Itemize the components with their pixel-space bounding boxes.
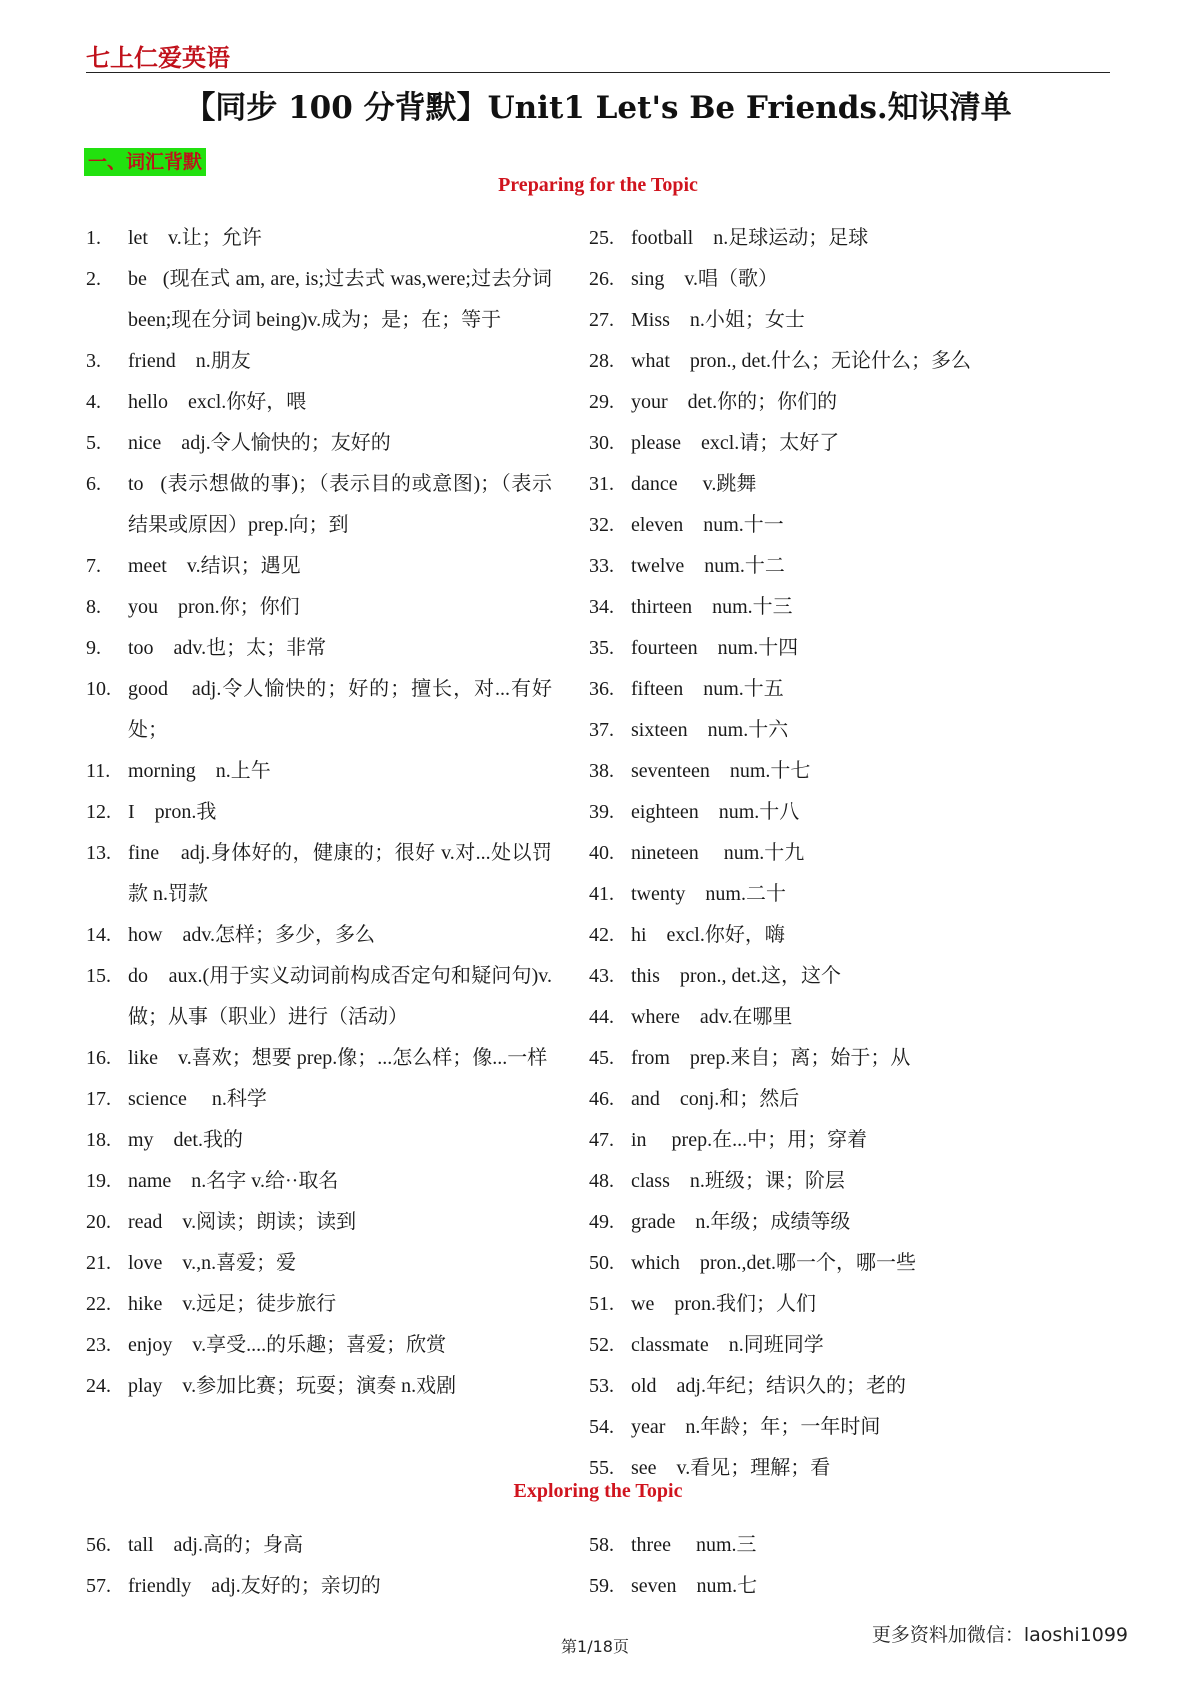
vocab-item: [86, 628, 552, 669]
vocab-item-text: morning n.上午: [128, 760, 271, 782]
vocab-item: [589, 1161, 1109, 1202]
vocab-item: [86, 1366, 552, 1407]
vocab-item: [86, 833, 552, 915]
vocab-list-left-2: [86, 1525, 552, 1607]
vocab-item: [589, 259, 1109, 300]
vocab-item-text: I pron.我: [128, 801, 217, 823]
vocab-item: [589, 1243, 1109, 1284]
vocab-item: [589, 505, 1109, 546]
vocab-item-number: 42.: [589, 924, 614, 946]
vocab-item-text: my det.我的: [128, 1129, 243, 1151]
header-title: 七上仁爱英语: [86, 44, 230, 72]
vocab-item-text: let v.让；允许: [128, 227, 262, 249]
vocab-item: [589, 792, 1109, 833]
vocab-item-text: too adv.也；太；非常: [128, 637, 327, 659]
vocab-item-text: please excl.请；太好了: [631, 432, 840, 454]
vocab-item-number: 56.: [86, 1534, 111, 1556]
vocab-item-text: eighteen num.十八: [631, 801, 800, 823]
vocab-item: [86, 341, 552, 382]
vocab-item-number: 28.: [589, 350, 614, 372]
vocab-item-text: this pron., det.这，这个: [631, 965, 841, 987]
vocab-item-text: class n.班级；课；阶层: [631, 1170, 845, 1192]
vocab-item: [589, 1325, 1109, 1366]
vocab-item-number: 48.: [589, 1170, 614, 1192]
vocab-item-number: 19.: [86, 1170, 111, 1192]
vocab-item-number: 29.: [589, 391, 614, 413]
vocab-item-number: 15.: [86, 965, 111, 987]
vocab-item-text: twenty num.二十: [631, 883, 786, 905]
vocab-item: [86, 1161, 552, 1202]
vocab-item-text: seventeen num.十七: [631, 760, 811, 782]
vocab-item-text: good adj.令人愉快的；好的；擅长，对...有好处；: [128, 678, 552, 741]
vocab-item-text: name n.名字 v.给··取名: [128, 1170, 339, 1192]
vocab-item: [589, 628, 1109, 669]
vocab-item-text: to (表示想做的事)；（表示目的或意图)；（表示结果或原因）prep.向；到: [128, 473, 552, 536]
vocab-item: [589, 341, 1109, 382]
vocab-item-number: 5.: [86, 432, 101, 454]
vocab-item-number: 36.: [589, 678, 614, 700]
vocab-item-number: 30.: [589, 432, 614, 454]
vocab-item: [86, 587, 552, 628]
vocab-item-text: seven num.七: [631, 1575, 758, 1597]
document-title: 【同步 100 分背默】Unit1 Let's Be Friends.知识清单: [184, 90, 1012, 126]
vocab-item-number: 45.: [589, 1047, 614, 1069]
vocab-item-text: like v.喜欢；想要 prep.像；...怎么样；像...一样: [128, 1047, 548, 1069]
vocab-item-text: hi excl.你好，嗨: [631, 924, 785, 946]
vocab-item-number: 44.: [589, 1006, 614, 1028]
vocab-item-text: grade n.年级；成绩等级: [631, 1211, 851, 1233]
vocab-item-text: nice adj.令人愉快的；友好的: [128, 432, 391, 454]
vocab-list-right-2: [589, 1525, 1109, 1607]
vocab-item: [589, 751, 1109, 792]
vocab-item-text: sing v.唱（歌）: [631, 268, 779, 290]
vocab-item: [86, 1120, 552, 1161]
vocab-item: [589, 382, 1109, 423]
vocab-item-text: sixteen num.十六: [631, 719, 789, 741]
vocab-item: [86, 1284, 552, 1325]
vocab-item-number: 10.: [86, 678, 111, 700]
vocab-item: [589, 1079, 1109, 1120]
vocab-item-number: 43.: [589, 965, 614, 987]
vocab-item-text: and conj.和；然后: [631, 1088, 800, 1110]
vocab-item: [86, 956, 552, 1038]
vocab-item-text: hello excl.你好，喂: [128, 391, 307, 413]
vocab-item-number: 55.: [589, 1457, 614, 1479]
vocab-item-number: 35.: [589, 637, 614, 659]
vocab-item-text: classmate n.同班同学: [631, 1334, 824, 1356]
vocab-item-text: twelve num.十二: [631, 555, 785, 577]
vocab-item-number: 26.: [589, 268, 614, 290]
vocab-item: [589, 1038, 1109, 1079]
vocab-list-right: [589, 218, 1109, 1489]
vocab-item-number: 9.: [86, 637, 101, 659]
vocab-item-text: eleven num.十一: [631, 514, 784, 536]
vocab-item-text: be (现在式 am, are, is;过去式 was,were;过去分词 been;现在分词 being)v.成为；是；在；等于: [128, 268, 557, 331]
vocab-item: [589, 1407, 1109, 1448]
vocab-item: [86, 792, 552, 833]
vocab-item-number: 53.: [589, 1375, 614, 1397]
vocab-item: [589, 300, 1109, 341]
vocab-item-number: 25.: [589, 227, 614, 249]
vocab-item: [589, 874, 1109, 915]
footer-contact: 更多资料加微信：laoshi1099: [871, 1624, 1128, 1646]
vocab-item-text: your det.你的；你们的: [631, 391, 838, 413]
vocab-item-text: old adj.年纪；结识久的；老的: [631, 1375, 906, 1397]
vocab-item-text: what pron., det.什么；无论什么；多么: [631, 350, 971, 372]
vocab-item: [86, 423, 552, 464]
vocab-item-number: 34.: [589, 596, 614, 618]
vocab-item-number: 3.: [86, 350, 101, 372]
vocab-item-number: 2.: [86, 268, 101, 290]
vocab-item-text: fine adj.身体好的，健康的；很好 v.对...处以罚款 n.罚款: [128, 842, 552, 905]
vocab-item: [86, 751, 552, 792]
vocab-item-text: see v.看见；理解；看: [631, 1457, 831, 1479]
vocab-item-text: year n.年龄；年；一年时间: [631, 1416, 881, 1438]
vocab-item-number: 21.: [86, 1252, 111, 1274]
vocab-item-number: 18.: [86, 1129, 111, 1151]
vocab-item-number: 4.: [86, 391, 101, 413]
vocab-item-number: 37.: [589, 719, 614, 741]
vocab-item-text: fifteen num.十五: [631, 678, 784, 700]
vocab-item-text: meet v.结识；遇见: [128, 555, 301, 577]
vocab-item-number: 57.: [86, 1575, 111, 1597]
vocab-item: [86, 546, 552, 587]
vocab-item-number: 1.: [86, 227, 101, 249]
vocab-item: [86, 1325, 552, 1366]
vocab-item-number: 41.: [589, 883, 614, 905]
vocab-item: [589, 956, 1109, 997]
vocab-item-number: 23.: [86, 1334, 111, 1356]
vocab-item-text: fourteen num.十四: [631, 637, 799, 659]
vocab-item: [589, 915, 1109, 956]
vocab-item: [589, 1566, 1109, 1607]
vocab-item-text: three num.三: [631, 1534, 757, 1556]
vocab-item-number: 6.: [86, 473, 101, 495]
vocab-item-number: 12.: [86, 801, 111, 823]
vocab-item: [589, 423, 1109, 464]
vocab-item: [589, 1284, 1109, 1325]
vocab-item: [589, 218, 1109, 259]
vocab-item-number: 32.: [589, 514, 614, 536]
vocab-item: [589, 833, 1109, 874]
vocab-item: [86, 669, 552, 751]
vocab-item-text: thirteen num.十三: [631, 596, 793, 618]
vocab-item-text: tall adj.高的；身高: [128, 1534, 303, 1556]
vocab-item: [589, 587, 1109, 628]
vocab-item: [86, 1079, 552, 1120]
vocab-item: [86, 1525, 552, 1566]
vocab-item-number: 58.: [589, 1534, 614, 1556]
vocab-item-text: from prep.来自；离；始于；从: [631, 1047, 911, 1069]
vocab-item-number: 52.: [589, 1334, 614, 1356]
vocab-item-text: Miss n.小姐；女士: [631, 309, 805, 331]
vocab-item-text: friendly adj.友好的；亲切的: [128, 1575, 381, 1597]
vocab-item-text: we pron.我们；人们: [631, 1293, 816, 1315]
vocab-item: [589, 669, 1109, 710]
vocab-item-text: love v.,n.喜爱；爱: [128, 1252, 297, 1274]
vocab-item-text: read v.阅读；朗读；读到: [128, 1211, 357, 1233]
vocab-list-left: [86, 218, 557, 1407]
vocab-item-number: 40.: [589, 842, 614, 864]
vocab-item: [86, 1038, 552, 1079]
vocab-item: [589, 997, 1109, 1038]
vocab-item: [589, 1525, 1109, 1566]
vocab-item-number: 31.: [589, 473, 614, 495]
vocab-item-text: you pron.你；你们: [128, 596, 300, 618]
vocab-item-number: 20.: [86, 1211, 111, 1233]
vocab-item: [589, 464, 1109, 505]
vocab-item-text: science n.科学: [128, 1088, 267, 1110]
vocab-item: [86, 218, 552, 259]
vocab-item-number: 11.: [86, 760, 111, 782]
vocab-item-number: 47.: [589, 1129, 614, 1151]
vocab-item-number: 27.: [589, 309, 614, 331]
vocab-item-number: 51.: [589, 1293, 614, 1315]
section-heading-vocabulary: 一、词汇背默: [84, 148, 206, 176]
vocab-item-text: do aux.(用于实义动词前构成否定句和疑问句)v.做；从事（职业）进行（活动）: [128, 965, 552, 1028]
vocab-item-text: where adv.在哪里: [631, 1006, 793, 1028]
vocab-item: [86, 1243, 552, 1284]
vocab-item-number: 39.: [589, 801, 614, 823]
vocab-item-text: football n.足球运动；足球: [631, 227, 869, 249]
vocab-item: [86, 464, 552, 546]
vocab-item-text: hike v.远足；徒步旅行: [128, 1293, 337, 1315]
vocab-item-number: 8.: [86, 596, 101, 618]
vocab-item-number: 46.: [589, 1088, 614, 1110]
vocab-item-number: 16.: [86, 1047, 111, 1069]
vocab-item-text: which pron.,det.哪一个，哪一些: [631, 1252, 916, 1274]
vocab-item: [86, 259, 557, 341]
subheading-preparing: Preparing for the Topic: [498, 174, 698, 196]
vocab-item-number: 50.: [589, 1252, 614, 1274]
page-number: 第1/18页: [561, 1637, 629, 1656]
vocab-item-text: nineteen num.十九: [631, 842, 805, 864]
vocab-item: [589, 1120, 1109, 1161]
vocab-item-number: 17.: [86, 1088, 111, 1110]
vocab-item-number: 14.: [86, 924, 111, 946]
header-divider: [86, 72, 1110, 73]
vocab-item-number: 13.: [86, 842, 111, 864]
vocab-item: [589, 546, 1109, 587]
vocab-item-number: 24.: [86, 1375, 111, 1397]
vocab-item: [86, 382, 552, 423]
vocab-item: [589, 1366, 1109, 1407]
vocab-item-number: 33.: [589, 555, 614, 577]
vocab-item: [86, 915, 552, 956]
vocab-item-number: 7.: [86, 555, 101, 577]
vocab-item-text: play v.参加比赛；玩耍；演奏 n.戏剧: [128, 1375, 457, 1397]
vocab-item-text: enjoy v.享受....的乐趣；喜爱；欣赏: [128, 1334, 447, 1356]
vocab-item-text: friend n.朋友: [128, 350, 251, 372]
subheading-exploring: Exploring the Topic: [513, 1480, 683, 1502]
vocab-item-number: 22.: [86, 1293, 111, 1315]
vocab-item: [86, 1202, 552, 1243]
vocab-item-number: 49.: [589, 1211, 614, 1233]
vocab-item-number: 38.: [589, 760, 614, 782]
vocab-item: [589, 710, 1109, 751]
vocab-item: [589, 1202, 1109, 1243]
vocab-item-number: 59.: [589, 1575, 614, 1597]
vocab-item: [86, 1566, 552, 1607]
vocab-item-text: in prep.在...中；用；穿着: [631, 1129, 868, 1151]
vocab-item-text: how adv.怎样；多少，多么: [128, 924, 376, 946]
vocab-item-text: dance v.跳舞: [631, 473, 757, 495]
vocab-item-number: 54.: [589, 1416, 614, 1438]
